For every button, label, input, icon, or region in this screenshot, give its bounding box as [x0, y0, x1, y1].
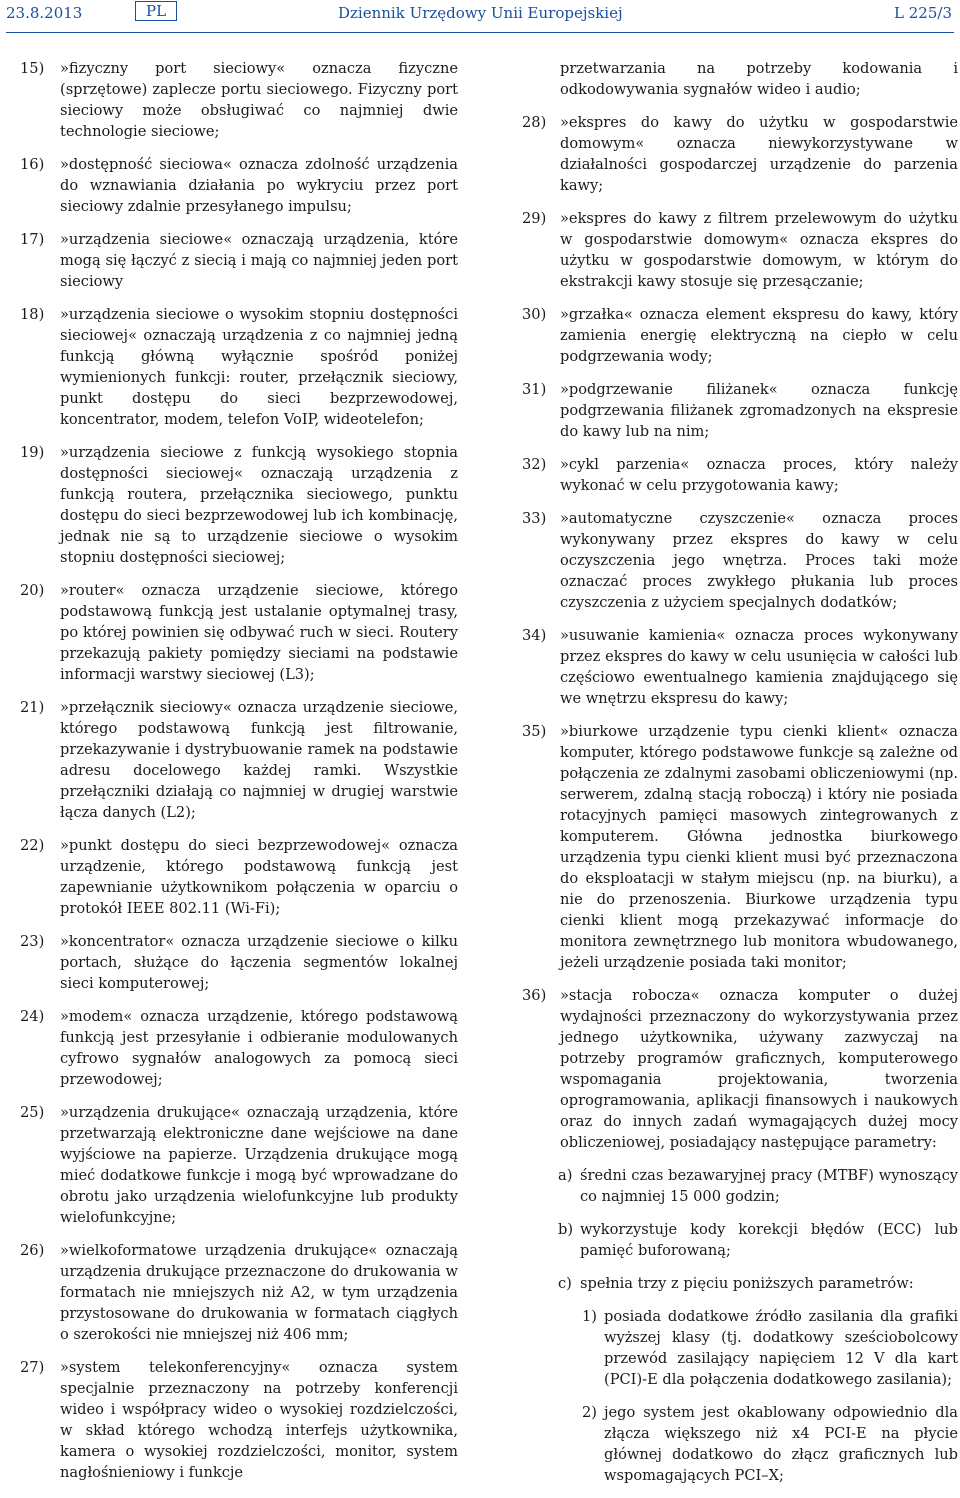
definition-text: »ekspres do kawy do użytku w gospodarstwie domowym« oznacza niewykorzystywane w działalności gospodarczej urządzenie do parzenia kawy; [560, 114, 958, 194]
definition-number: 28) [522, 114, 547, 131]
definition-text: »automatyczne czyszczenie« oznacza proces wykonywany przez ekspres do kawy w celu oczyszczenia jego wnętrza. Proces taki może oznaczać proces zwykłego płukania lub proces czyszczenia z użyciem specjalnych dodatków; [560, 510, 958, 611]
definition-item [20, 580, 458, 685]
definition-text: »biurkowe urządzenie typu cienki klient« oznacza komputer, którego podstawowe funkcje są zależne od połączenia ze zdalnymi zasobami obliczeniowymi (np. serwerem, zdalną stacją roboczą) i który nie posiada rotacyjnych pamięci masowych zintegrowanych z komputerem. Główna jednostka biurkowego urządzenia typu cienki klient musi być przeznaczona do eksploatacji w stałym miejscu (np. na biurku), a nie do przenoszenia. Biurkowe urządzenia typu cienki klient mogą przekazywać informacje do monitora zewnętrznego lub monitora wbudowanego, jeżeli urządzenie posiada taki monitor; [560, 723, 958, 971]
definition-item [522, 112, 958, 196]
definition-item [20, 1240, 458, 1345]
parameter-item [558, 1273, 958, 1294]
definition-number: 33) [522, 510, 547, 527]
definition-item [522, 208, 958, 292]
definition-text: »urządzenia sieciowe« oznaczają urządzenia, które mogą się łączyć z siecią i mają co najmniej jeden port sieciowy [60, 231, 458, 290]
definition-text: »urządzenia sieciowe o wysokim stopniu dostępności sieciowej« oznaczają urządzenia z co najmniej jedną funkcją główną wyłącznie spośród poniżej wymienionych funkcji: router, przełącznik sieciowy, punkt dostępu do sieci bezprzewodowej, koncentrator, modem, telefon VoIP, wideotelefon; [60, 306, 458, 428]
definition-item [20, 304, 458, 430]
definition-item [20, 442, 458, 568]
page-header [0, 0, 960, 34]
definition-text: »urządzenia drukujące« oznaczają urządzenia, które przetwarzają elektroniczne dane wejściowe na dane wyjściowe na papierze. Urządzenia drukujące mogą mieć dodatkowe funkcje i mogą być wprowadzane do obrotu jako urządzenia wielofunkcyjne lub produkty wielofunkcyjne; [60, 1104, 458, 1226]
definition-number: 18) [20, 306, 45, 323]
parameter-label: a) [558, 1167, 573, 1184]
subparameter-item [582, 1402, 958, 1486]
parameter-text: spełnia trzy z pięciu poniższych parametrów: [580, 1275, 914, 1292]
left-column [20, 58, 458, 1495]
definition-number: 31) [522, 381, 547, 398]
definition-number: 32) [522, 456, 547, 473]
definition-text: »wielkoformatowe urządzenia drukujące« oznaczają urządzenia drukujące przeznaczone do drukowania w formatach nie mniejszych niż A2, w tym urządzenia przystosowane do drukowania w formatach ciągłych o szerokości nie mniejszej niż 406 mm; [60, 1242, 458, 1343]
definition-number: 30) [522, 306, 547, 323]
definition-number: 16) [20, 156, 45, 173]
parameter-label: c) [558, 1275, 572, 1292]
definition-item [522, 985, 958, 1153]
definition-item [20, 697, 458, 823]
definition-number: 23) [20, 933, 45, 950]
definition-number: 21) [20, 699, 45, 716]
parameter-item [558, 1219, 958, 1261]
definition-number: 36) [522, 987, 547, 1004]
subparameter-text: posiada dodatkowe źródło zasilania dla grafiki wyższej klasy (tj. dodatkowy sześciobolcowy przewód zasilający napięciem 12 V dla kart (PCI)-E dla połączenia dodatkowego zasilania); [604, 1308, 958, 1388]
definition-number: 35) [522, 723, 547, 740]
definition-text: »usuwanie kamienia« oznacza proces wykonywany przez ekspres do kawy w celu usunięcia w całości lub częściowo ewentualnego kamienia znajdującego się we wnętrzu ekspresu do kawy; [560, 627, 958, 707]
definition-item [522, 625, 958, 709]
definition-item [522, 304, 958, 367]
definition-item [522, 721, 958, 973]
definition-number: 29) [522, 210, 547, 227]
definition-text: »grzałka« oznacza element ekspresu do kawy, który zamienia energię elektryczną na ciepło w celu podgrzewania wody; [560, 306, 958, 365]
subparameter-text: jego system jest okablowany odpowiednio dla złącza większego niż x4 PCI-E na płycie głównej dodatkowo do złącz graficznych lub wspomagających PCI–X; [604, 1404, 958, 1484]
definition-number: 22) [20, 837, 45, 854]
definition-number: 27) [20, 1359, 45, 1376]
definition-text: »router« oznacza urządzenie sieciowe, którego podstawową funkcją jest ustalanie optymalnej trasy, po której powinien się odbywać ruch w sieci. Routery przekazują pakiety pomiędzy sieciami na podstawie informacji warstwy sieciowej (L3); [60, 582, 458, 683]
definition-text: »stacja robocza« oznacza komputer o dużej wydajności przeznaczony do wykorzystywania przez jednego użytkownika, używany zazwyczaj na potrzeby programów graficznych, komputerowego wspomagania projektowania, tworzenia oprogramowania, aplikacji finansowych i naukowych oraz do innych zadań wymagających dużej mocy obliczeniowej, posiadający następujące parametry: [560, 987, 958, 1151]
definition-item [522, 508, 958, 613]
definition-item [522, 379, 958, 442]
definition-item [20, 1357, 458, 1483]
subparameter-label: 1) [582, 1308, 597, 1325]
definition-number: 17) [20, 231, 45, 248]
definition-text: »dostępność sieciowa« oznacza zdolność urządzenia do wznawiania działania po wykryciu przez port sieciowy zdalnie przesyłanego impulsu; [60, 156, 458, 215]
language-badge: PL [135, 1, 177, 21]
journal-title: Dziennik Urzędowy Unii Europejskiej [338, 4, 623, 22]
definition-number: 34) [522, 627, 547, 644]
definition-text: »przełącznik sieciowy« oznacza urządzenie sieciowe, którego podstawową funkcją jest filtrowanie, przekazywanie i dystrybuowanie ramek na podstawie adresu docelowego każdej ramki. Wszystkie przełączniki działają co najmniej w drugiej warstwie łącza danych (L2); [60, 699, 458, 821]
definition-item [20, 58, 458, 142]
right-column [522, 58, 958, 1498]
continued-text: przetwarzania na potrzeby kodowania i odkodowywania sygnałów wideo i audio; [560, 60, 958, 98]
definition-item [20, 154, 458, 217]
definition-number: 24) [20, 1008, 45, 1025]
definition-number: 15) [20, 60, 45, 77]
parameter-text: wykorzystuje kody korekcji błędów (ECC) lub pamięć buforowaną; [580, 1221, 958, 1259]
definition-item [522, 454, 958, 496]
definition-text: »urządzenia sieciowe z funkcją wysokiego stopnia dostępności sieciowej« oznaczają urządzenia z funkcją routera, przełącznika sieciowego, punktu dostępu do sieci bezprzewodowej lub ich kombinację, jednak nie są to urządzenie sieciowe o wysokim stopniu dostępności sieciowej; [60, 444, 458, 566]
definition-number: 19) [20, 444, 45, 461]
page-reference: L 225/3 [894, 4, 952, 22]
definition-number: 20) [20, 582, 45, 599]
definition-item [20, 1102, 458, 1228]
definition-item [20, 835, 458, 919]
issue-date: 23.8.2013 [6, 4, 83, 22]
definition-number: 26) [20, 1242, 45, 1259]
definition-number: 25) [20, 1104, 45, 1121]
definition-item [20, 1006, 458, 1090]
definition-text: »modem« oznacza urządzenie, którego podstawową funkcją jest przesyłanie i odbieranie modulowanych cyfrowo sygnałów analogowych za pomocą sieci przewodowej; [60, 1008, 458, 1088]
subparameter-item [582, 1306, 958, 1390]
subparameter-label: 2) [582, 1404, 597, 1421]
definition-text: »fizyczny port sieciowy« oznacza fizyczne (sprzętowe) zaplecze portu sieciowego. Fizyczny port sieciowy może obsługiwać co najmniej dwie technologie sieciowe; [60, 60, 458, 140]
definition-text: »podgrzewanie filiżanek« oznacza funkcję podgrzewania filiżanek zgromadzonych na ekspresie do kawy lub na nim; [560, 381, 958, 440]
definition-text: »koncentrator« oznacza urządzenie sieciowe o kilku portach, służące do łączenia segmentów lokalnej sieci komputerowej; [60, 933, 458, 992]
header-divider [6, 32, 954, 33]
definition-text: »system telekonferencyjny« oznacza system specjalnie przeznaczony na potrzeby konferencji wideo i współpracy wideo o wysokiej rozdzielczości, w skład którego wchodzą interfejs użytkownika, kamera o wysokiej rozdzielczości, monitor, system nagłośnieniowy i funkcje [60, 1359, 458, 1481]
definition-text: »ekspres do kawy z filtrem przelewowym do użytku w gospodarstwie domowym« oznacza ekspres do użytku w gospodarstwie domowym, w którym do ekstrakcji kawy stosuje się przesączanie; [560, 210, 958, 290]
parameter-text: średni czas bezawaryjnej pracy (MTBF) wynoszący co najmniej 15 000 godzin; [580, 1167, 958, 1205]
definition-item [20, 229, 458, 292]
definition-item [20, 931, 458, 994]
parameter-item [558, 1165, 958, 1207]
parameter-label: b) [558, 1221, 574, 1238]
definition-text: »cykl parzenia« oznacza proces, który należy wykonać w celu przygotowania kawy; [560, 456, 958, 494]
definition-text: »punkt dostępu do sieci bezprzewodowej« oznacza urządzenie, którego podstawową funkcją jest zapewnianie użytkownikom połączenia w oparciu o protokół IEEE 802.11 (Wi-Fi); [60, 837, 458, 917]
